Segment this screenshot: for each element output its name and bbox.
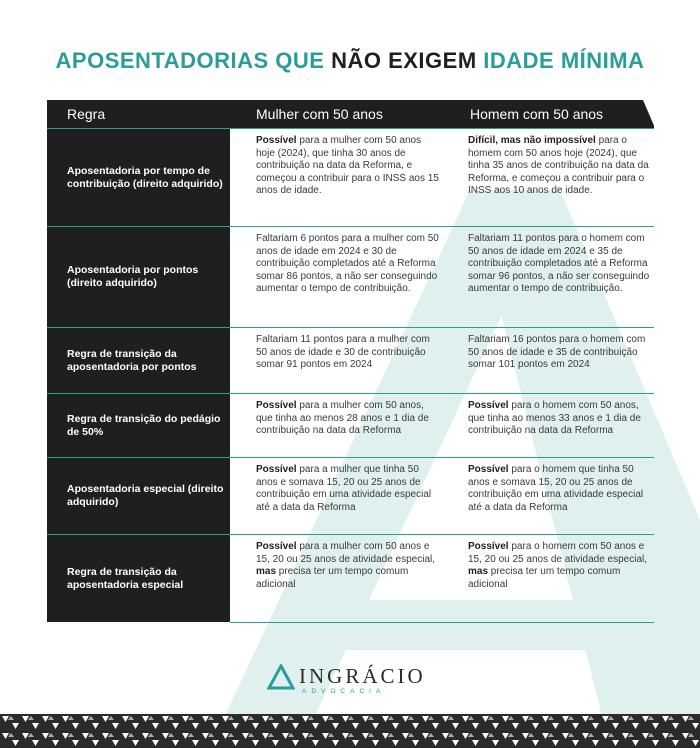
title-part-1: APOSENTADORIAS QUE	[55, 48, 332, 73]
footer-pattern	[0, 714, 700, 748]
table-bottom-divider	[230, 622, 654, 623]
woman-cell: Possível para a mulher com 50 anos hoje (2024), que tinha 30 anos de contribuição na data da Reforma, e começou a contribuir para o INSS aos 15 anos de idade.	[230, 128, 444, 226]
logo-name: INGRÁCIO	[299, 664, 426, 688]
woman-cell: Possível para a mulher com 50 anos, que tinha ao menos 28 anos e 1 dia de contribuição na data da Reforma	[230, 393, 444, 457]
rule-cell: Aposentadoria por tempo de contribuição (direito adquirido)	[47, 128, 230, 226]
woman-cell: Faltariam 6 pontos para a mulher com 50 anos de idade em 2024 e 30 de contribuição completados até a Reforma somar 86 pontos, a não ser conseguindo aumentar o tempo de contribuição.	[230, 226, 444, 327]
rule-cell: Regra de transição da aposentadoria por pontos	[47, 327, 230, 393]
woman-cell: Possível para a mulher que tinha 50 anos e somava 15, 20 ou 25 anos de contribuição em uma atividade especial até a data da Reforma	[230, 457, 444, 534]
table-row	[47, 226, 654, 327]
table-row	[47, 534, 654, 622]
logo-subtitle: ADVOCACIA	[302, 688, 386, 695]
man-cell: Faltariam 11 pontos para o homem com 50 anos de idade em 2024 e 35 de contribuição completados até a Reforma somar 96 pontos, a não ser conseguindo aumentar o tempo de contribuição.	[444, 226, 654, 327]
rule-cell: Aposentadoria especial (direito adquirido)	[47, 457, 230, 534]
brand-logo	[267, 662, 437, 698]
man-cell: Possível para o homem que tinha 50 anos e somava 15, 20 ou 25 anos de contribuição em uma atividade especial até a data da Reforma	[444, 457, 654, 534]
table-row	[47, 327, 654, 393]
rule-cell: Aposentadoria por pontos (direito adquirido)	[47, 226, 230, 327]
table-row	[47, 128, 654, 226]
page-title	[0, 48, 700, 74]
man-cell: Faltariam 16 pontos para o homem com 50 anos de idade e 35 de contribuição somar 101 pontos em 2024	[444, 327, 654, 393]
header-woman: Mulher com 50 anos	[256, 106, 383, 122]
man-cell: Difícil, mas não impossível para o homem com 50 anos hoje (2024), que tinha 35 anos de contribuição na data da Reforma, e começou a contribuir para o INSS aos 10 anos de idade.	[444, 128, 654, 226]
header-man: Homem com 50 anos	[470, 106, 604, 122]
table-row	[47, 393, 654, 457]
woman-cell: Possível para a mulher com 50 anos e 15, 20 ou 25 anos de atividade especial, mas precisa ter um tempo comum adicional	[230, 534, 444, 622]
title-part-3: IDADE MÍNIMA	[483, 48, 645, 73]
header-rule: Regra	[67, 106, 106, 122]
retirement-table	[47, 100, 654, 622]
triangle-logo-icon	[267, 664, 295, 690]
table-row	[47, 457, 654, 534]
table-header	[47, 100, 654, 128]
woman-cell: Faltariam 11 pontos para a mulher com 50 anos de idade e 30 de contribuição somar 91 pontos em 2024	[230, 327, 444, 393]
title-part-2: NÃO EXIGEM	[331, 48, 484, 73]
rule-cell: Regra de transição da aposentadoria especial	[47, 534, 230, 622]
man-cell: Possível para o homem com 50 anos, que tinha ao menos 33 anos e 1 dia de contribuição na data da Reforma	[444, 393, 654, 457]
man-cell: Possível para o homem com 50 anos e 15, 20 ou 25 anos de atividade especial, mas precisa ter um tempo comum adicional	[444, 534, 654, 622]
rule-cell: Regra de transição do pedágio de 50%	[47, 393, 230, 457]
